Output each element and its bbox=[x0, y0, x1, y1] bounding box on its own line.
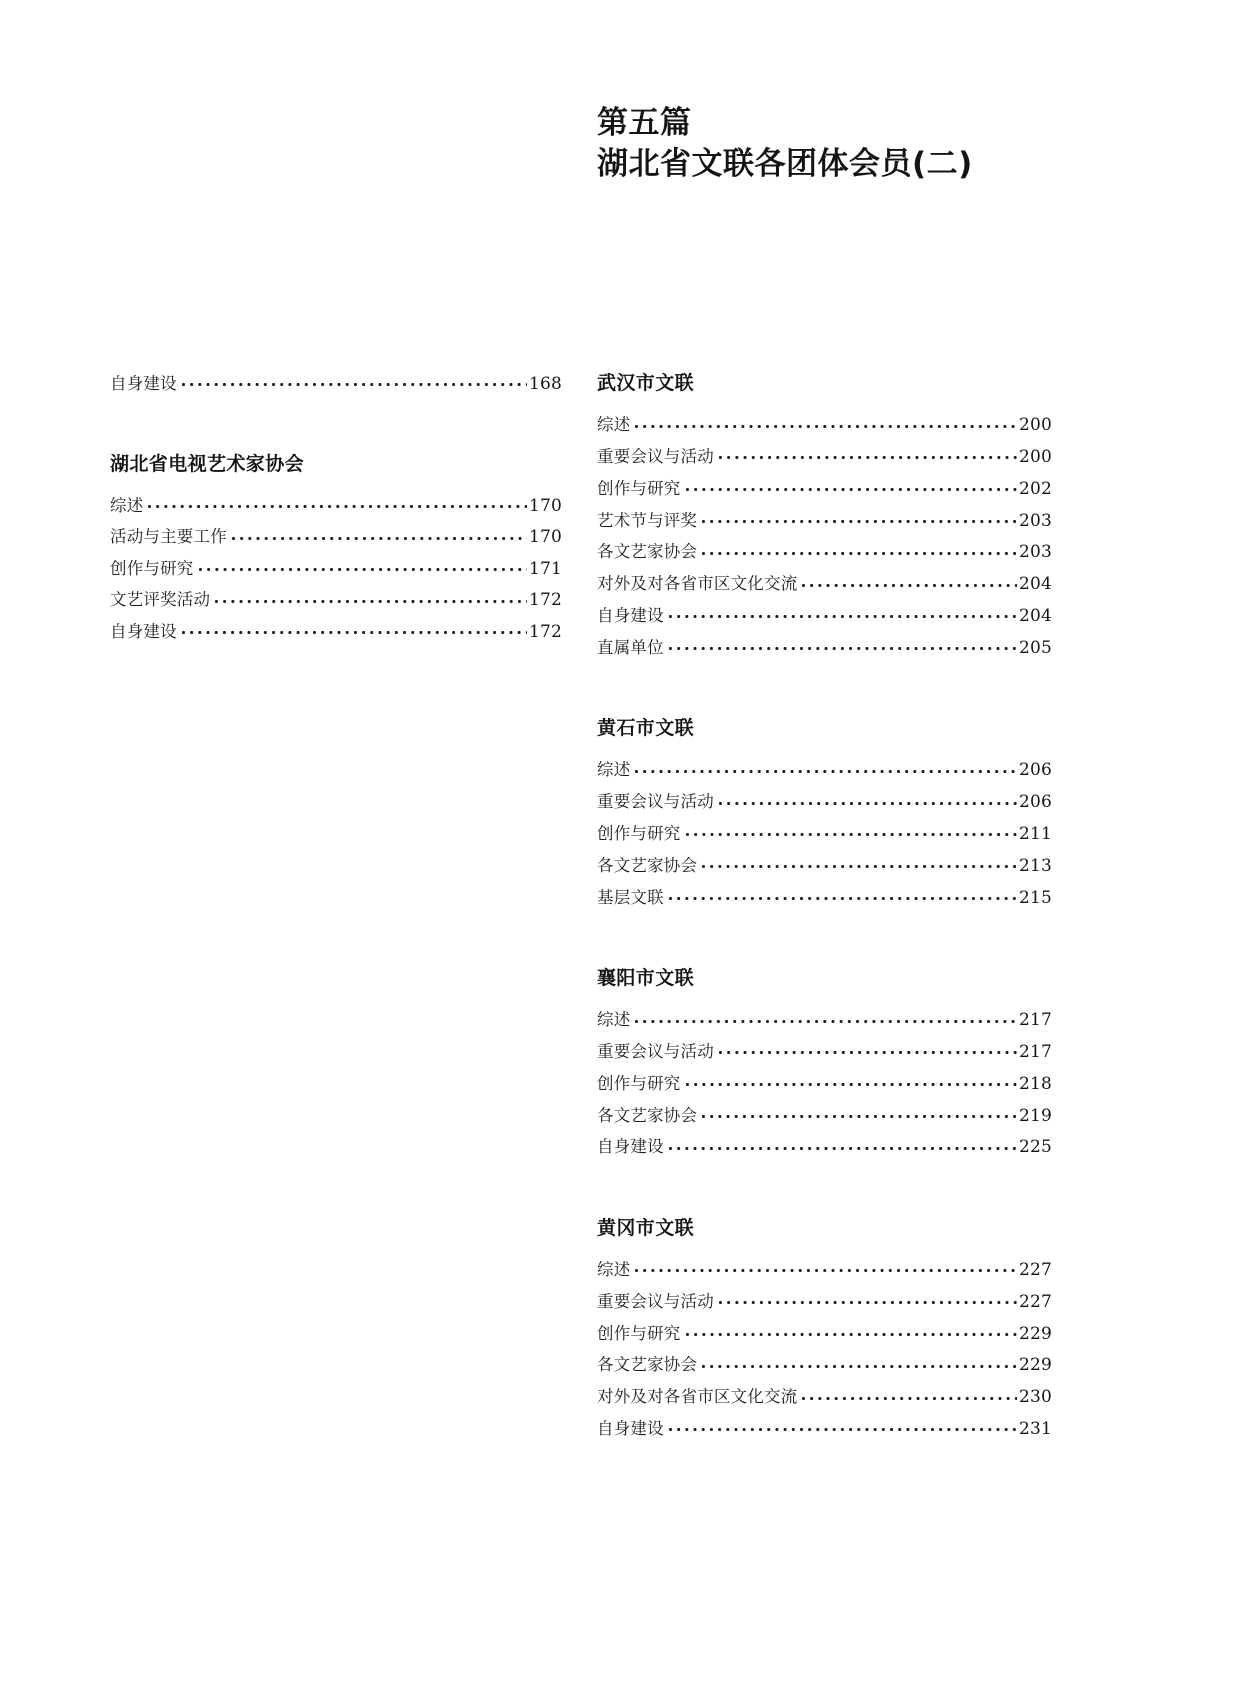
toc-page-number: 203 bbox=[1018, 542, 1052, 563]
toc-page-number: 229 bbox=[1018, 1323, 1052, 1344]
toc-entry-label: 重要会议与活动 bbox=[597, 1291, 714, 1311]
toc-entry[interactable] bbox=[597, 791, 1052, 823]
toc-entry-label: 重要会议与活动 bbox=[597, 1042, 714, 1062]
toc-page-number: 172 bbox=[528, 621, 562, 642]
toc-dot-leader bbox=[669, 636, 1017, 653]
toc-entry-list bbox=[110, 494, 562, 652]
toc-page-number: 170 bbox=[528, 527, 562, 548]
toc-entry[interactable] bbox=[597, 759, 1052, 791]
toc-dot-leader bbox=[719, 446, 1017, 463]
toc-entry-label: 文艺评奖活动 bbox=[110, 590, 211, 610]
toc-entry[interactable] bbox=[597, 823, 1052, 855]
toc-dot-leader bbox=[635, 414, 1017, 431]
toc-entry[interactable] bbox=[597, 1072, 1052, 1104]
toc-entry[interactable] bbox=[597, 1136, 1052, 1168]
toc-entry-label: 活动与主要工作 bbox=[110, 527, 227, 547]
toc-dot-leader bbox=[702, 509, 1017, 526]
toc-entry-label: 综述 bbox=[597, 760, 631, 780]
toc-page-number: 203 bbox=[1018, 510, 1052, 531]
toc-left-column bbox=[110, 372, 562, 652]
toc-page-number: 200 bbox=[1018, 415, 1052, 436]
toc-section-header[interactable]: 黄冈市文联 bbox=[597, 1216, 695, 1239]
toc-section-header[interactable]: 黄石市文联 bbox=[597, 717, 695, 740]
toc-entry-label: 综述 bbox=[110, 495, 144, 515]
toc-section-header[interactable]: 襄阳市文联 bbox=[597, 966, 695, 989]
toc-entry[interactable] bbox=[597, 1418, 1052, 1450]
toc-page-number: 168 bbox=[528, 373, 562, 394]
toc-section-header[interactable]: 湖北省电视艺术家协会 bbox=[110, 452, 305, 475]
toc-page-number: 171 bbox=[528, 558, 562, 579]
toc-page-number: 217 bbox=[1018, 1042, 1052, 1063]
toc-page-number: 213 bbox=[1018, 855, 1052, 876]
toc-dot-leader bbox=[702, 541, 1017, 558]
toc-page-number: 230 bbox=[1018, 1387, 1052, 1408]
toc-dot-leader bbox=[215, 589, 527, 606]
toc-entry[interactable] bbox=[597, 1290, 1052, 1322]
toc-entry-label: 自身建设 bbox=[597, 606, 664, 626]
toc-page-number: 172 bbox=[528, 590, 562, 611]
toc-page-number: 215 bbox=[1018, 887, 1052, 908]
toc-dot-leader bbox=[669, 605, 1017, 622]
toc-section bbox=[597, 717, 1052, 918]
page-title-part-name: 湖北省文联各团体会员(二) bbox=[597, 145, 973, 182]
toc-section bbox=[110, 453, 562, 652]
toc-entry[interactable] bbox=[597, 477, 1052, 509]
toc-section bbox=[597, 967, 1052, 1168]
toc-dot-leader bbox=[669, 1418, 1017, 1435]
toc-dot-leader bbox=[686, 477, 1017, 494]
toc-entry-label: 艺术节与评奖 bbox=[597, 510, 698, 530]
toc-entry[interactable] bbox=[110, 589, 562, 621]
toc-entry[interactable] bbox=[597, 886, 1052, 918]
toc-entry-label: 创作与研究 bbox=[110, 558, 194, 578]
toc-entry[interactable] bbox=[597, 414, 1052, 446]
toc-entry-label: 自身建设 bbox=[597, 1419, 664, 1439]
toc-page-number: 225 bbox=[1018, 1137, 1052, 1158]
toc-right-column bbox=[597, 372, 1052, 1449]
toc-page-number: 227 bbox=[1018, 1291, 1052, 1312]
toc-page-number: 231 bbox=[1018, 1419, 1052, 1440]
toc-entry[interactable] bbox=[597, 573, 1052, 605]
toc-entry-list bbox=[597, 759, 1052, 918]
toc-entry[interactable] bbox=[597, 1041, 1052, 1073]
toc-entry[interactable] bbox=[110, 620, 562, 652]
toc-entry[interactable] bbox=[597, 1104, 1052, 1136]
toc-entry-label: 重要会议与活动 bbox=[597, 792, 714, 812]
toc-entry[interactable] bbox=[110, 526, 562, 558]
toc-right-sections bbox=[597, 372, 1052, 1449]
toc-entry[interactable] bbox=[597, 1354, 1052, 1386]
toc-entry-label: 各文艺家协会 bbox=[597, 542, 698, 562]
toc-dot-leader bbox=[686, 1322, 1017, 1339]
toc-entry-label: 重要会议与活动 bbox=[597, 447, 714, 467]
toc-entry-label: 直属单位 bbox=[597, 637, 664, 657]
toc-entry[interactable] bbox=[597, 854, 1052, 886]
toc-entry[interactable] bbox=[597, 446, 1052, 478]
toc-page-number: 211 bbox=[1018, 824, 1052, 845]
toc-section-header[interactable]: 武汉市文联 bbox=[597, 372, 695, 394]
toc-page-number: 170 bbox=[528, 495, 562, 516]
toc-dot-leader bbox=[182, 620, 527, 637]
toc-entry[interactable] bbox=[597, 605, 1052, 637]
toc-dot-leader bbox=[635, 759, 1017, 776]
toc-entry-list bbox=[597, 1009, 1052, 1168]
toc-entry[interactable] bbox=[110, 372, 562, 404]
toc-entry-list bbox=[597, 414, 1052, 668]
toc-entry-label: 创作与研究 bbox=[597, 1073, 681, 1093]
toc-entry-label: 自身建设 bbox=[110, 621, 177, 641]
toc-dot-leader bbox=[148, 494, 527, 511]
toc-entry-label: 创作与研究 bbox=[597, 1323, 681, 1343]
toc-entry[interactable] bbox=[597, 1386, 1052, 1418]
toc-dot-leader bbox=[232, 526, 527, 543]
toc-page-number: 204 bbox=[1018, 574, 1052, 595]
toc-entry-label: 创作与研究 bbox=[597, 478, 681, 498]
toc-dot-leader bbox=[686, 823, 1017, 840]
toc-entry-label: 自身建设 bbox=[597, 1137, 664, 1157]
toc-entry-label: 自身建设 bbox=[110, 373, 177, 393]
toc-page-number: 205 bbox=[1018, 637, 1052, 658]
toc-dot-leader bbox=[702, 854, 1017, 871]
toc-page-number: 204 bbox=[1018, 606, 1052, 627]
toc-page-number: 218 bbox=[1018, 1073, 1052, 1094]
toc-dot-leader bbox=[669, 1136, 1017, 1153]
toc-entry-label: 各文艺家协会 bbox=[597, 855, 698, 875]
toc-dot-leader bbox=[719, 1290, 1017, 1307]
toc-page-number: 206 bbox=[1018, 760, 1052, 781]
toc-page-number: 206 bbox=[1018, 792, 1052, 813]
toc-entry-label: 对外及对各省市区文化交流 bbox=[597, 574, 798, 594]
toc-entry-label: 创作与研究 bbox=[597, 824, 681, 844]
toc-entry[interactable] bbox=[597, 636, 1052, 668]
toc-dot-leader bbox=[719, 791, 1017, 808]
toc-dot-leader bbox=[802, 573, 1017, 590]
toc-entry-label: 对外及对各省市区文化交流 bbox=[597, 1387, 798, 1407]
toc-page-number: 227 bbox=[1018, 1260, 1052, 1281]
toc-entry[interactable] bbox=[597, 541, 1052, 573]
toc-page-number: 217 bbox=[1018, 1010, 1052, 1031]
toc-section bbox=[597, 372, 1052, 668]
table-of-contents bbox=[0, 372, 1241, 1632]
toc-entry-label: 各文艺家协会 bbox=[597, 1355, 698, 1375]
toc-dot-leader bbox=[702, 1104, 1017, 1121]
toc-entry[interactable] bbox=[597, 1009, 1052, 1041]
toc-entry-label: 综述 bbox=[597, 415, 631, 435]
toc-entry[interactable] bbox=[597, 1259, 1052, 1291]
toc-entry-label: 综述 bbox=[597, 1010, 631, 1030]
toc-page-number: 202 bbox=[1018, 478, 1052, 499]
toc-orphan-entry-group bbox=[110, 372, 562, 404]
toc-page-number: 219 bbox=[1018, 1105, 1052, 1126]
toc-dot-leader bbox=[702, 1354, 1017, 1371]
toc-entry[interactable] bbox=[597, 509, 1052, 541]
page-title bbox=[597, 103, 1157, 185]
toc-dot-leader bbox=[686, 1072, 1017, 1089]
toc-entry-list bbox=[597, 1259, 1052, 1450]
toc-section bbox=[597, 1217, 1052, 1450]
toc-dot-leader bbox=[635, 1259, 1017, 1276]
toc-page-number: 229 bbox=[1018, 1355, 1052, 1376]
toc-entry[interactable] bbox=[110, 494, 562, 526]
toc-page-number: 200 bbox=[1018, 447, 1052, 468]
toc-dot-leader bbox=[182, 372, 527, 389]
toc-entry-label: 各文艺家协会 bbox=[597, 1105, 698, 1125]
toc-dot-leader bbox=[199, 557, 527, 574]
toc-entry-label: 基层文联 bbox=[597, 887, 664, 907]
toc-dot-leader bbox=[635, 1009, 1017, 1026]
toc-entry[interactable] bbox=[110, 557, 562, 589]
toc-entry-label: 综述 bbox=[597, 1260, 631, 1280]
toc-dot-leader bbox=[669, 886, 1017, 903]
toc-entry[interactable] bbox=[597, 1322, 1052, 1354]
toc-left-sections bbox=[110, 453, 562, 652]
page-title-part-number: 第五篇 bbox=[597, 105, 692, 141]
toc-dot-leader bbox=[719, 1041, 1017, 1058]
toc-dot-leader bbox=[802, 1386, 1017, 1403]
